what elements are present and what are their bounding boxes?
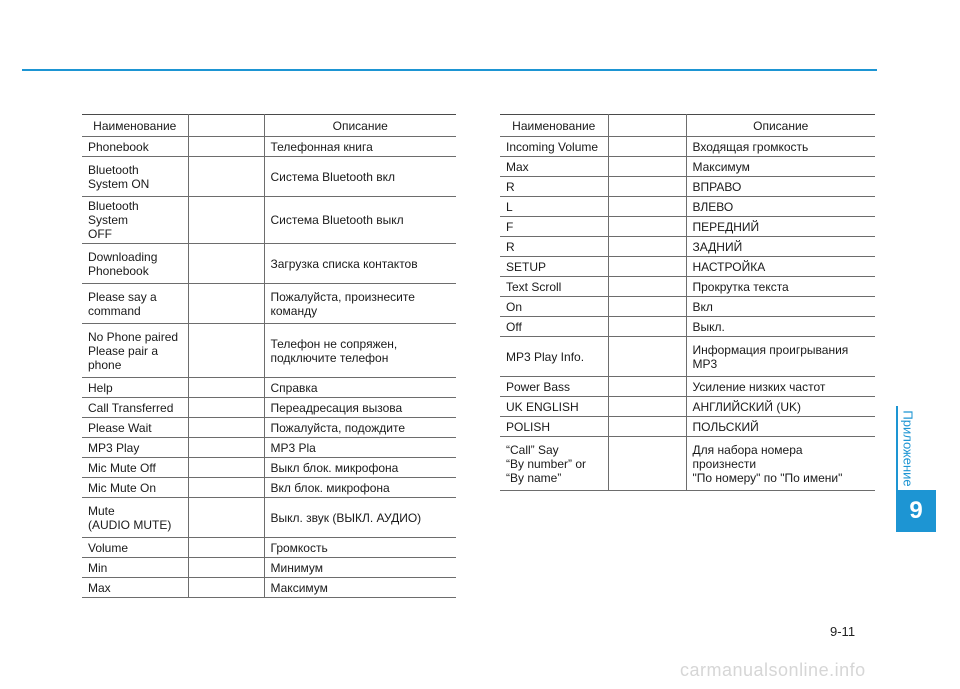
- right-row-name: [500, 437, 608, 491]
- right-row-name-line: R: [506, 179, 515, 194]
- left-row-desc: [264, 458, 456, 478]
- left-row-spacer: [188, 197, 264, 244]
- right-row-name: [500, 157, 608, 177]
- right-row-spacer: [608, 137, 686, 157]
- right-table-header-row: [500, 115, 875, 137]
- left-header-spacer: [188, 115, 264, 137]
- left-row-desc: [264, 157, 456, 197]
- left-row-name-line: MP3 Play: [88, 440, 140, 455]
- right-row-desc: [686, 437, 875, 491]
- right-row-name: [500, 197, 608, 217]
- right-row-name: [500, 377, 608, 397]
- right-row-name: [500, 217, 608, 237]
- right-row-spacer: [608, 177, 686, 197]
- left-row-desc-line: Система Bluetooth вкл: [270, 169, 395, 184]
- left-row-name-line: System ON: [88, 176, 150, 191]
- right-row-desc: [686, 237, 875, 257]
- left-row-name: [82, 558, 188, 578]
- left-table-row: [82, 137, 456, 157]
- right-table-row: [500, 277, 875, 297]
- left-row-spacer: [188, 157, 264, 197]
- left-table-row: [82, 578, 456, 598]
- left-row-desc: [264, 538, 456, 558]
- right-row-name-line: Power Bass: [506, 379, 571, 394]
- left-row-desc-line: подключите телефон: [270, 350, 389, 365]
- left-row-name-line: Please Wait: [88, 420, 152, 435]
- left-table-row: [82, 478, 456, 498]
- side-tab-title-text: Приложение: [900, 409, 916, 487]
- right-table-row: [500, 137, 875, 157]
- right-row-desc: [686, 397, 875, 417]
- left-row-name-line: Mute: [88, 503, 115, 518]
- right-row-desc-line: ВПРАВО: [692, 179, 742, 194]
- right-row-name-line: POLISH: [506, 419, 551, 434]
- right-row-name: [500, 177, 608, 197]
- right-row-desc-line: "По номеру" по "По имени": [692, 470, 843, 485]
- right-row-desc: [686, 137, 875, 157]
- right-table-row: [500, 257, 875, 277]
- left-row-name-line: Bluetooth: [88, 162, 139, 177]
- right-row-spacer: [608, 417, 686, 437]
- right-row-spacer: [608, 297, 686, 317]
- left-row-spacer: [188, 284, 264, 324]
- left-row-name-line: Please pair a: [88, 343, 159, 358]
- right-row-name-line: “Call” Say: [506, 442, 559, 457]
- left-row-desc: [264, 498, 456, 538]
- right-row-desc-line: АНГЛИЙСКИЙ (UK): [692, 399, 802, 414]
- right-table-row: [500, 217, 875, 237]
- right-row-name-line: Max: [506, 159, 529, 174]
- left-row-name-line: Mic Mute On: [88, 480, 157, 495]
- right-row-desc: [686, 337, 875, 377]
- left-row-spacer: [188, 244, 264, 284]
- left-table-header-row: [82, 115, 456, 137]
- left-row-name-line: No Phone paired: [88, 329, 179, 344]
- left-header-name: Наименование: [82, 115, 188, 137]
- left-row-name-line: phone: [88, 357, 122, 372]
- left-row-desc-line: Телефонная книга: [270, 139, 373, 154]
- right-table-row: [500, 197, 875, 217]
- right-table-row: [500, 177, 875, 197]
- side-tab-title: [896, 408, 920, 488]
- right-row-name: [500, 337, 608, 377]
- left-row-desc-line: Пожалуйста, подождите: [270, 420, 405, 435]
- left-table: [82, 114, 456, 598]
- left-row-desc-line: Телефон не сопряжен,: [270, 336, 398, 351]
- watermark: carmanualsonline.info: [680, 660, 866, 680]
- right-row-name-line: F: [506, 219, 514, 234]
- left-row-spacer: [188, 538, 264, 558]
- left-row-desc: [264, 438, 456, 458]
- left-row-spacer: [188, 458, 264, 478]
- left-row-desc-line: MP3 Pla: [270, 440, 316, 455]
- left-row-desc: [264, 398, 456, 418]
- right-row-desc: [686, 297, 875, 317]
- left-table-row: [82, 398, 456, 418]
- left-row-name: [82, 244, 188, 284]
- right-row-desc-line: Информация проигрывания: [692, 342, 849, 357]
- chapter-badge: 9: [896, 490, 936, 532]
- left-row-desc-line: Вкл блок. микрофона: [270, 480, 390, 495]
- right-row-name-line: L: [506, 199, 513, 214]
- right-row-name: [500, 397, 608, 417]
- left-row-name-line: Volume: [88, 540, 129, 555]
- left-table-row: [82, 324, 456, 378]
- right-table-row: [500, 377, 875, 397]
- right-row-name: [500, 317, 608, 337]
- left-row-desc: [264, 197, 456, 244]
- right-row-desc-line: ПЕРЕДНИЙ: [692, 219, 760, 234]
- left-row-desc-line: Переадресация вызова: [270, 400, 403, 415]
- right-row-desc-line: Максимум: [692, 159, 750, 174]
- right-row-spacer: [608, 277, 686, 297]
- left-row-name-line: Downloading: [88, 249, 158, 264]
- left-table-row: [82, 378, 456, 398]
- right-row-desc: [686, 197, 875, 217]
- right-table-row: [500, 337, 875, 377]
- right-table-row: [500, 237, 875, 257]
- left-row-name: [82, 137, 188, 157]
- left-row-desc: [264, 478, 456, 498]
- left-row-name: [82, 284, 188, 324]
- left-row-desc-line: Минимум: [270, 560, 324, 575]
- right-row-desc-line: Вкл: [692, 299, 713, 314]
- left-row-desc-line: команду: [270, 303, 318, 318]
- left-row-spacer: [188, 398, 264, 418]
- left-row-desc-line: Выкл. звук (ВЫКЛ. АУДИО): [270, 510, 422, 525]
- right-row-spacer: [608, 157, 686, 177]
- top-rule: [22, 69, 877, 71]
- right-row-spacer: [608, 337, 686, 377]
- left-header-desc: Описание: [264, 115, 456, 137]
- right-row-desc: [686, 257, 875, 277]
- left-row-name-line: Call Transferred: [88, 400, 174, 415]
- right-row-spacer: [608, 257, 686, 277]
- right-row-name: [500, 417, 608, 437]
- right-row-spacer: [608, 317, 686, 337]
- left-row-name-line: Phonebook: [88, 263, 149, 278]
- left-row-name: [82, 197, 188, 244]
- left-row-spacer: [188, 498, 264, 538]
- left-row-desc: [264, 244, 456, 284]
- left-table-row: [82, 284, 456, 324]
- left-row-name: [82, 157, 188, 197]
- right-row-name: [500, 137, 608, 157]
- right-row-desc: [686, 177, 875, 197]
- left-row-name: [82, 418, 188, 438]
- left-row-name-line: Bluetooth System: [88, 199, 139, 227]
- left-row-name-line: Mic Mute Off: [88, 460, 156, 475]
- right-table-row: [500, 157, 875, 177]
- right-row-name: [500, 277, 608, 297]
- left-table-row: [82, 458, 456, 478]
- left-row-name: [82, 324, 188, 378]
- left-row-name: [82, 578, 188, 598]
- left-row-name-line: OFF: [88, 227, 112, 241]
- right-row-spacer: [608, 217, 686, 237]
- page-number: 9-11: [830, 624, 856, 639]
- right-row-name: [500, 237, 608, 257]
- right-table-row: [500, 437, 875, 491]
- right-row-spacer: [608, 437, 686, 491]
- right-table-row: [500, 397, 875, 417]
- left-row-name: [82, 458, 188, 478]
- right-row-name-line: On: [506, 299, 523, 314]
- left-row-spacer: [188, 324, 264, 378]
- right-row-desc: [686, 317, 875, 337]
- right-row-name-line: “By number” or: [506, 456, 587, 471]
- right-row-name-line: MP3 Play Info.: [506, 349, 585, 364]
- right-row-desc-line: Усиление низких частот: [692, 379, 826, 394]
- left-row-name: [82, 438, 188, 458]
- right-row-spacer: [608, 197, 686, 217]
- left-row-name-line: Help: [88, 380, 113, 395]
- right-header-spacer: [608, 115, 686, 137]
- left-table-row: [82, 558, 456, 578]
- right-row-spacer: [608, 237, 686, 257]
- right-row-desc: [686, 417, 875, 437]
- left-row-desc: [264, 558, 456, 578]
- right-table-row: [500, 297, 875, 317]
- right-table-row: [500, 417, 875, 437]
- left-row-name-line: Min: [88, 560, 108, 575]
- left-row-name-line: Please say a: [88, 289, 157, 304]
- right-table-row: [500, 317, 875, 337]
- right-row-desc-line: Прокрутка текста: [692, 279, 789, 294]
- left-table-row: [82, 157, 456, 197]
- right-row-desc-line: НАСТРОЙКА: [692, 259, 766, 274]
- right-row-name: [500, 297, 608, 317]
- left-row-desc: [264, 324, 456, 378]
- right-row-name-line: Incoming Volume: [506, 139, 599, 154]
- left-row-name-line: Max: [88, 580, 111, 595]
- right-row-desc-line: Выкл.: [692, 319, 725, 334]
- right-row-name-line: R: [506, 239, 515, 254]
- left-row-spacer: [188, 418, 264, 438]
- left-row-desc-line: Пожалуйста, произнесите: [270, 289, 415, 304]
- left-row-desc-line: Выкл блок. микрофона: [270, 460, 399, 475]
- left-row-name-line: Phonebook: [88, 139, 149, 154]
- left-row-spacer: [188, 378, 264, 398]
- right-row-spacer: [608, 377, 686, 397]
- left-row-desc-line: Справка: [270, 380, 318, 395]
- left-row-spacer: [188, 478, 264, 498]
- right-row-name-line: SETUP: [506, 259, 547, 274]
- right-row-name: [500, 257, 608, 277]
- right-row-desc-line: ПОЛЬСКИЙ: [692, 419, 759, 434]
- left-table-row: [82, 244, 456, 284]
- right-header-name: Наименование: [500, 115, 608, 137]
- left-table-row: [82, 197, 456, 244]
- left-row-spacer: [188, 438, 264, 458]
- right-row-name-line: Text Scroll: [506, 279, 562, 294]
- right-row-desc-line: Для набора номера произнести: [692, 442, 803, 471]
- right-row-name-line: Off: [506, 319, 522, 334]
- left-row-desc: [264, 378, 456, 398]
- right-row-name-line: UK ENGLISH: [506, 399, 579, 414]
- right-row-desc-line: ЗАДНИЙ: [692, 239, 743, 254]
- left-row-name: [82, 398, 188, 418]
- left-row-spacer: [188, 558, 264, 578]
- left-row-name-line: (AUDIO MUTE): [88, 517, 172, 532]
- left-row-desc-line: Система Bluetooth выкл: [270, 213, 404, 227]
- left-table-row: [82, 438, 456, 458]
- right-header-desc: Описание: [686, 115, 875, 137]
- left-table-row: [82, 498, 456, 538]
- right-row-desc: [686, 277, 875, 297]
- right-row-desc: [686, 157, 875, 177]
- left-row-spacer: [188, 137, 264, 157]
- left-row-name: [82, 478, 188, 498]
- left-row-desc: [264, 578, 456, 598]
- right-row-desc-line: MP3: [692, 356, 718, 371]
- left-row-desc: [264, 284, 456, 324]
- left-row-name: [82, 538, 188, 558]
- right-row-name-line: “By name”: [506, 470, 562, 485]
- left-row-desc: [264, 137, 456, 157]
- right-row-desc-line: Входящая громкость: [692, 139, 809, 154]
- right-row-desc-line: ВЛЕВО: [692, 199, 734, 214]
- right-row-spacer: [608, 397, 686, 417]
- right-table: [500, 114, 875, 491]
- right-row-desc: [686, 377, 875, 397]
- right-row-desc: [686, 217, 875, 237]
- left-row-name: [82, 378, 188, 398]
- left-table-row: [82, 418, 456, 438]
- left-row-desc-line: Загрузка списка контактов: [270, 256, 418, 271]
- left-row-spacer: [188, 578, 264, 598]
- left-row-name: [82, 498, 188, 538]
- left-row-desc-line: Максимум: [270, 580, 328, 595]
- left-row-desc: [264, 418, 456, 438]
- left-row-name-line: command: [88, 303, 141, 318]
- left-table-row: [82, 538, 456, 558]
- left-row-desc-line: Громкость: [270, 540, 328, 555]
